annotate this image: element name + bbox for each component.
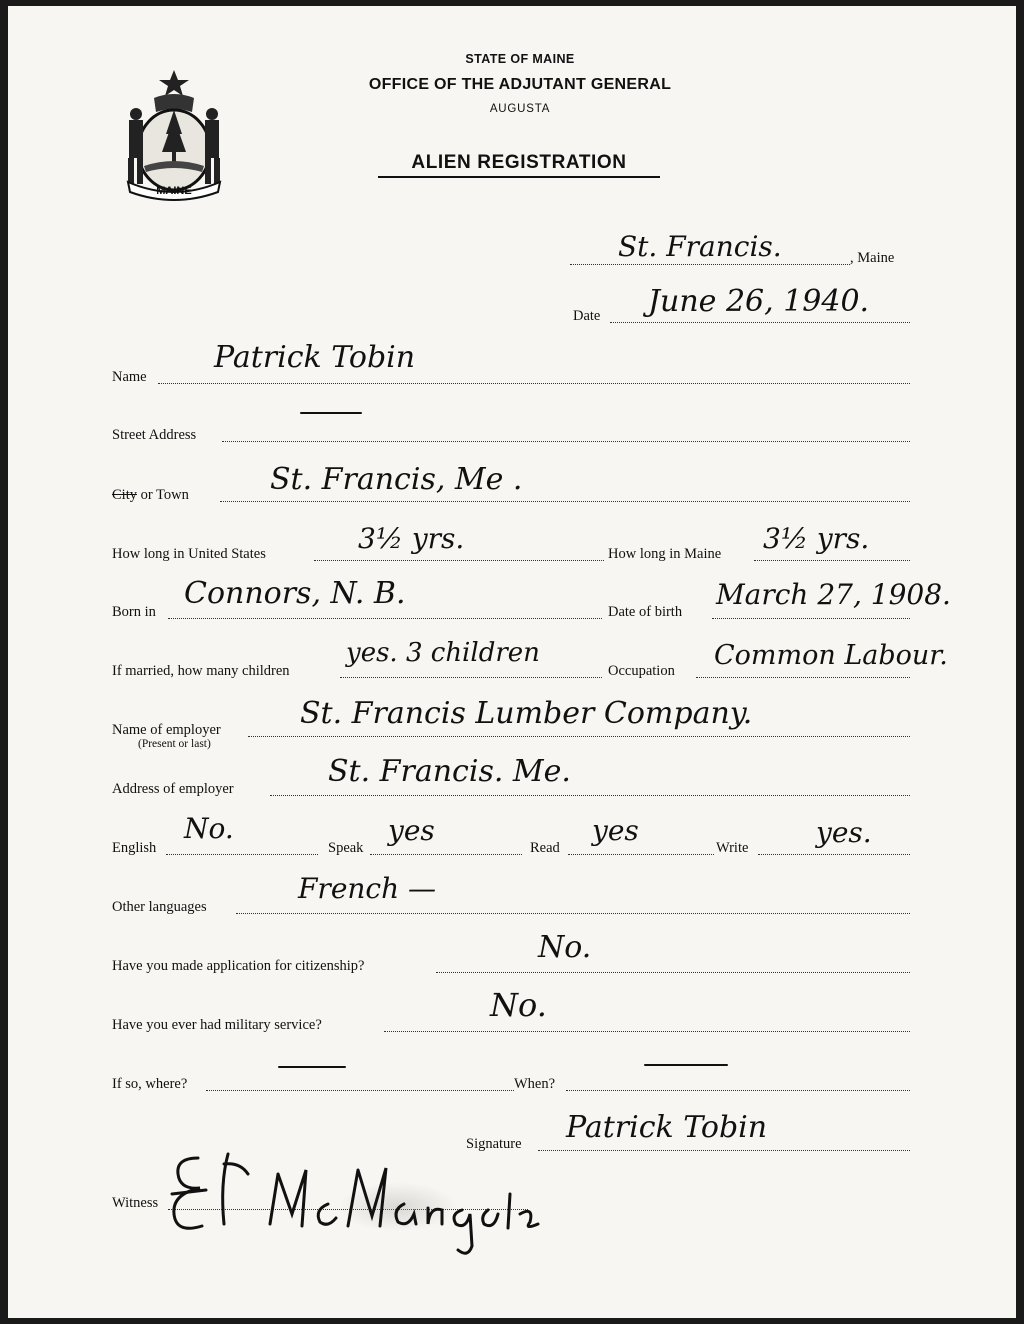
speak-value: yes (388, 814, 435, 847)
street-dash (300, 412, 362, 414)
other-languages-line (236, 913, 910, 914)
citizenship-line (436, 972, 910, 973)
signature-label: Signature (466, 1136, 522, 1152)
other-languages-value: French — (298, 872, 437, 905)
employer-address-value: St. Francis. Me. (328, 754, 571, 789)
place-line (570, 264, 850, 265)
signature-value: Patrick Tobin (566, 1110, 768, 1145)
english-line (166, 854, 318, 855)
write-line (758, 854, 910, 855)
witness-label: Witness (112, 1195, 159, 1211)
where-dash (278, 1066, 346, 1068)
if-so-where-label: If so, where? (112, 1076, 188, 1092)
state-heading: STATE OF MAINE (465, 52, 575, 66)
street-address-label: Street Address (112, 427, 197, 443)
date-label: Date (573, 308, 601, 324)
how-long-us-label: How long in United States (112, 546, 266, 562)
employer-name-value: St. Francis Lumber Company. (300, 696, 753, 731)
date-of-birth-line (712, 618, 910, 619)
date-line (610, 322, 910, 323)
registration-form (8, 6, 1016, 1318)
city-town-label: City or Town (112, 487, 189, 503)
married-children-line (340, 677, 602, 678)
city-town-value: St. Francis, Me . (270, 462, 523, 497)
occupation-line (696, 677, 910, 678)
employer-name-sublabel: (Present or last) (138, 738, 211, 750)
married-children-label: If married, how many children (112, 663, 290, 679)
employer-address-line (270, 795, 910, 796)
signature-line (538, 1150, 910, 1151)
office-heading: OFFICE OF THE ADJUTANT GENERAL (368, 76, 672, 93)
speak-label: Speak (328, 840, 364, 856)
how-long-us-line (314, 560, 604, 561)
how-long-maine-label: How long in Maine (608, 546, 722, 562)
date-of-birth-value: March 27, 1908. (716, 578, 951, 611)
military-label: Have you ever had military service? (112, 1017, 322, 1033)
employer-address-label: Address of employer (112, 781, 234, 797)
read-line (568, 854, 714, 855)
born-in-value: Connors, N. B. (184, 576, 406, 611)
street-address-line (222, 441, 910, 442)
name-value: Patrick Tobin (214, 340, 416, 375)
how-long-maine-line (754, 560, 910, 561)
how-long-maine-value: 3½ yrs. (763, 522, 870, 555)
write-label: Write (716, 840, 749, 856)
name-label: Name (112, 369, 147, 385)
read-value: yes (592, 814, 639, 847)
born-in-label: Born in (112, 604, 156, 620)
witness-signature-graphic (158, 1134, 558, 1264)
citizenship-label: Have you made application for citizenship? (112, 958, 365, 974)
city-heading: AUGUSTA (489, 103, 551, 115)
city-town-line (220, 501, 910, 502)
occupation-value: Common Labour. (714, 640, 948, 671)
when-dash (644, 1064, 728, 1066)
seal-text: MAINE (156, 185, 192, 197)
english-value: No. (184, 812, 234, 845)
employer-name-line (248, 736, 910, 737)
married-children-value: yes. 3 children (346, 638, 540, 668)
form-title: ALIEN REGISTRATION (378, 152, 660, 178)
military-value: No. (490, 986, 547, 1024)
speak-line (370, 854, 522, 855)
date-value: June 26, 1940. (648, 284, 870, 319)
read-label: Read (530, 840, 560, 856)
occupation-label: Occupation (608, 663, 675, 679)
when-line (566, 1090, 910, 1091)
how-long-us-value: 3½ yrs. (358, 522, 465, 555)
place-suffix: , Maine (850, 250, 895, 266)
military-line (384, 1031, 910, 1032)
write-value: yes. (816, 816, 872, 849)
born-in-line (168, 618, 602, 619)
employer-name-label: Name of employer (112, 722, 221, 738)
other-languages-label: Other languages (112, 899, 207, 915)
english-label: English (112, 840, 157, 856)
when-label: When? (514, 1076, 556, 1092)
date-of-birth-label: Date of birth (608, 604, 683, 620)
name-line (158, 383, 910, 384)
place-value: St. Francis. (618, 230, 782, 263)
citizenship-value: No. (538, 930, 592, 965)
if-so-where-line (206, 1090, 514, 1091)
